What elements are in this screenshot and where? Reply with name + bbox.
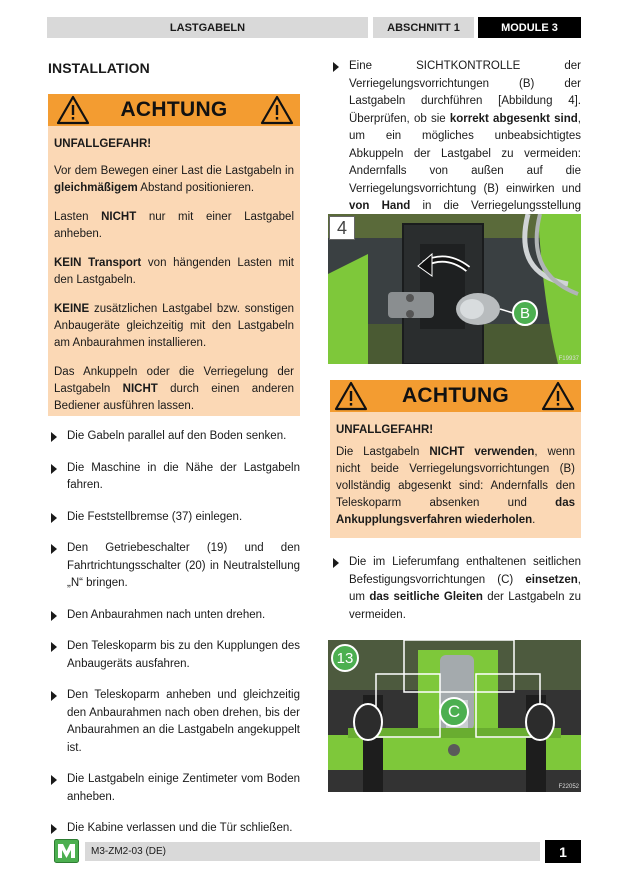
callout-label-c: C xyxy=(439,697,469,727)
merlo-logo-icon xyxy=(54,839,79,863)
warning-triangle-icon xyxy=(260,95,294,125)
list-item: Den Teleskoparm anheben und gleichzeitig den Anbaurahmen nach oben drehen, bis der Anbaurahmen an die Lastgabeln angekuppelt ist. xyxy=(48,687,300,757)
fork-coupling-illustration xyxy=(328,214,581,364)
list-item: Die im Lieferumfang enthaltenen seitlichen Befestigungsvorrichtungen (C) einsetzen, um das seitliche Gleiten der Lastgabeln zu vermeiden. xyxy=(330,554,581,624)
warning-triangle-icon xyxy=(56,95,90,125)
bullet-arrow-icon xyxy=(51,775,57,785)
header-chapter: LASTGABELN xyxy=(47,17,368,38)
page-number: 1 xyxy=(545,840,581,863)
step-list xyxy=(330,58,581,233)
bullet-arrow-icon xyxy=(51,824,57,834)
warning-banner xyxy=(48,94,300,126)
figure-number-box: 4 xyxy=(329,216,355,240)
warning-head: UNFALLGEFAHR! xyxy=(336,424,434,436)
figure-side-fixing xyxy=(328,640,581,792)
header-module: MODULE 3 xyxy=(478,17,581,38)
footer-doc-code: M3-ZM2-03 (DE) xyxy=(85,842,540,861)
list-item: Die Lastgabeln einige Zentimeter vom Boden anheben. xyxy=(48,771,300,806)
list-item: Die Feststellbremse (37) einlegen. xyxy=(48,509,300,527)
bullet-arrow-icon xyxy=(333,62,339,72)
bullet-arrow-icon xyxy=(51,691,57,701)
bullet-arrow-icon xyxy=(51,432,57,442)
bullet-arrow-icon xyxy=(51,611,57,621)
figure-number-badge: 13 xyxy=(331,644,359,672)
figure-code: F19937 xyxy=(558,356,579,362)
list-item: Den Anbaurahmen nach unten drehen. xyxy=(48,607,300,625)
bullet-arrow-icon xyxy=(51,642,57,652)
bullet-arrow-icon xyxy=(51,544,57,554)
warning-box xyxy=(330,412,581,538)
warning-text: Das Ankuppeln oder die Verriegelung der Lastgabeln NICHT durch einen anderen Bediener ausführen lassen. xyxy=(54,366,294,412)
warning-triangle-icon xyxy=(334,381,368,411)
warning-title: ACHTUNG xyxy=(120,98,228,121)
callout-label-b: B xyxy=(512,300,538,326)
bullet-arrow-icon xyxy=(333,558,339,568)
warning-text: Die Lastgabeln NICHT verwenden, wenn nicht beide Verriegelungsvorrichtungen (B) vollständig abgesenkt sind: Andernfalls den Teleskoparm absenken und das Ankupplungsverfahren wiederholen. xyxy=(336,446,575,526)
step-list xyxy=(330,554,581,624)
list-item: Die Maschine in die Nähe der Lastgabeln fahren. xyxy=(48,460,300,495)
step-list xyxy=(48,428,300,838)
warning-head: UNFALLGEFAHR! xyxy=(54,138,152,150)
header-section: ABSCHNITT 1 xyxy=(373,17,474,38)
warning-triangle-icon xyxy=(541,381,575,411)
list-item: Den Getriebeschalter (19) und den Fahrtrichtungsschalter (20) in Neutralstellung „N“ bringen. xyxy=(48,540,300,593)
warning-text: Lasten NICHT nur mit einer Lastgabel anheben. xyxy=(54,211,294,240)
figure-code: F22052 xyxy=(558,784,579,790)
list-item: Die Kabine verlassen und die Tür schließen. xyxy=(48,820,300,838)
warning-text: KEINE zusätzlichen Lastgabel bzw. sonstigen Anbaugeräte gleichzeitig mit den Lastgabeln am Anbaurahmen installieren. xyxy=(54,303,294,349)
bullet-arrow-icon xyxy=(51,513,57,523)
warning-banner xyxy=(330,380,581,412)
list-item: Die Gabeln parallel auf den Boden senken. xyxy=(48,428,300,446)
bullet-arrow-icon xyxy=(51,464,57,474)
list-item: Den Teleskoparm bis zu den Kupplungen des Anbaugeräts ausfahren. xyxy=(48,638,300,673)
list-item: Eine SICHTKONTROLLE der Verriegelungsvorrichtungen (B) der Lastgabeln durchführen [Abbildung 4]. Überprüfen, ob sie korrekt abgesenkt sind, um ein mögliches unbeabsichtigtes Abkuppeln der Lastgabel zu vermeiden: Andernfalls von außen auf die Verriegelungsvorrichtung (B) einwirken und von Hand in die Verriegelungsstellung xyxy=(330,58,581,233)
warning-text: KEIN Transport von hängenden Lasten mit den Lastgabeln. xyxy=(54,257,294,286)
section-title: INSTALLATION xyxy=(48,60,150,76)
figure-locking-device xyxy=(328,214,581,364)
warning-title: ACHTUNG xyxy=(401,384,510,407)
warning-text: Vor dem Bewegen einer Last die Lastgabeln in gleichmäßigem Abstand positionieren. xyxy=(54,165,294,194)
warning-box xyxy=(48,126,300,416)
